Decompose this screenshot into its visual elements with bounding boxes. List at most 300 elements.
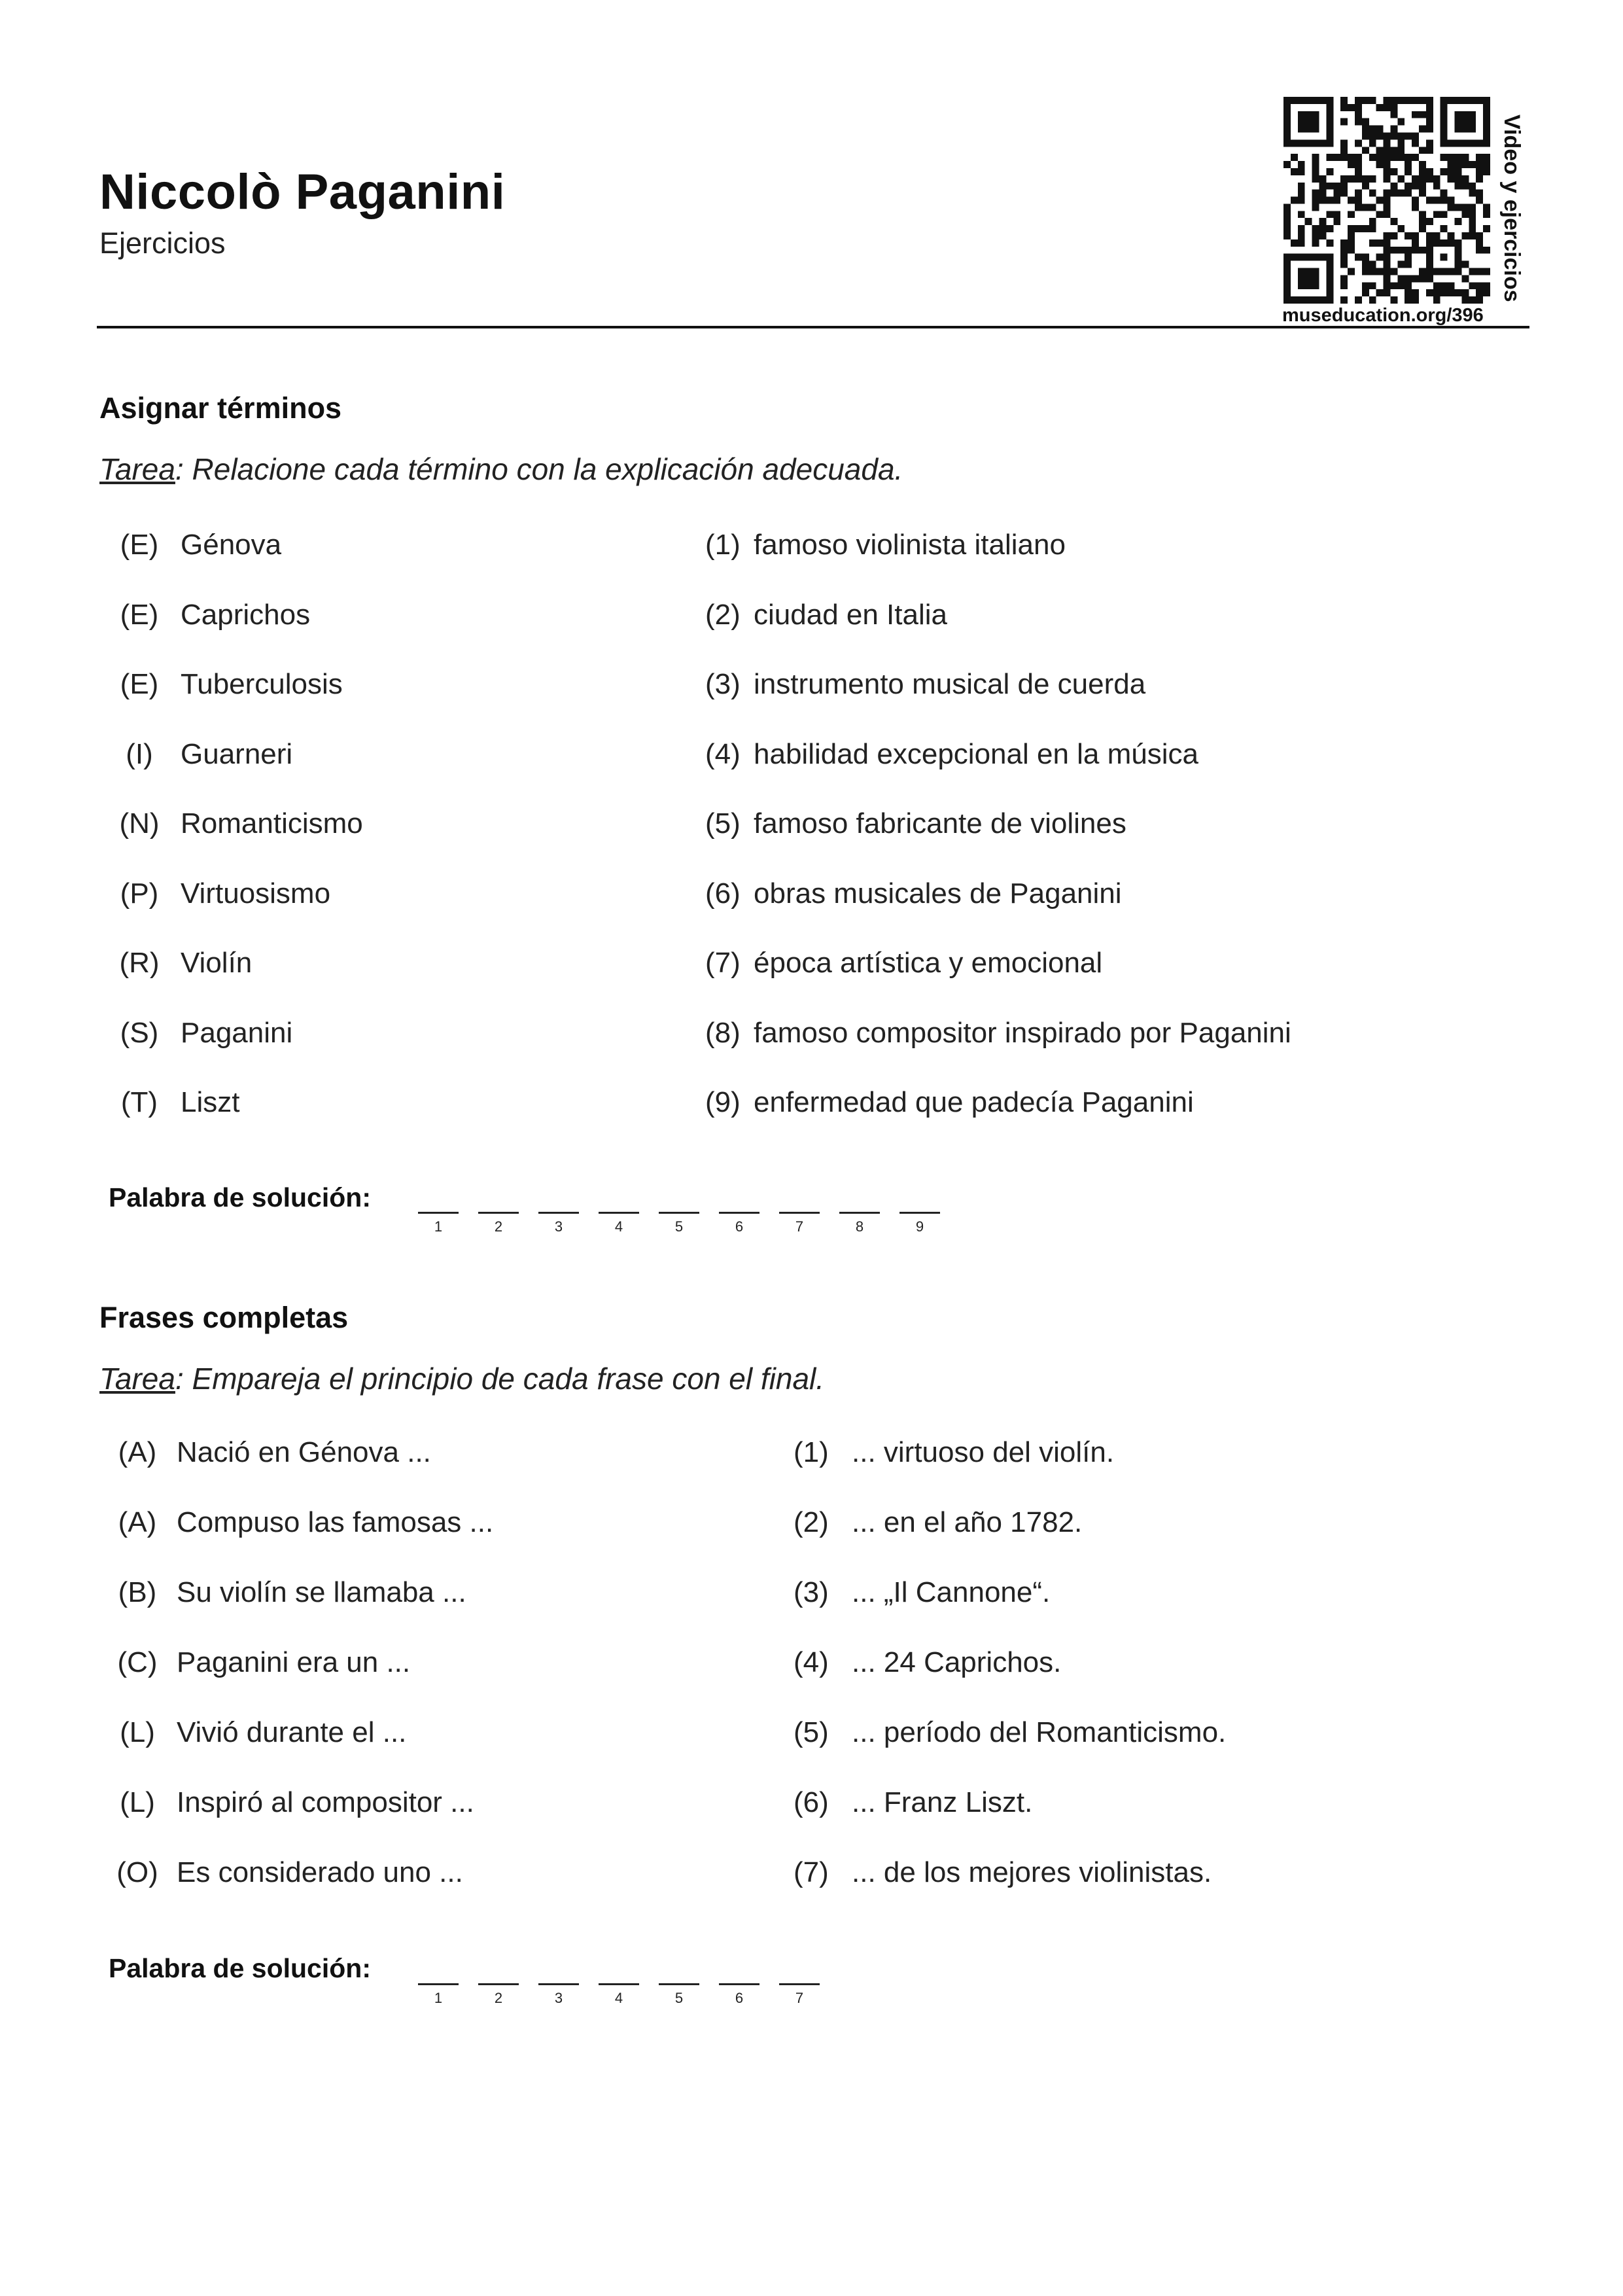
qr-module xyxy=(1426,289,1433,296)
qr-module xyxy=(1461,139,1469,147)
qr-module xyxy=(1355,296,1362,304)
qr-module xyxy=(1340,183,1348,190)
sentence-end-number: (6) xyxy=(794,1786,829,1818)
qr-module xyxy=(1397,190,1405,197)
qr-module xyxy=(1469,232,1476,239)
qr-module xyxy=(1305,296,1312,304)
qr-module xyxy=(1298,254,1305,261)
qr-module xyxy=(1326,254,1333,261)
qr-module xyxy=(1298,275,1305,282)
qr-module xyxy=(1476,268,1483,275)
term-text: Tuberculosis xyxy=(181,668,343,700)
qr-module xyxy=(1390,147,1397,154)
qr-module xyxy=(1283,111,1291,118)
solution-blank-number: 2 xyxy=(494,1218,503,1235)
qr-module xyxy=(1412,97,1419,104)
qr-module xyxy=(1369,97,1376,104)
qr-module xyxy=(1461,118,1469,126)
qr-module xyxy=(1319,254,1326,261)
qr-module xyxy=(1461,154,1469,161)
qr-module xyxy=(1283,211,1291,218)
qr-module xyxy=(1433,282,1440,289)
qr-module xyxy=(1298,268,1305,275)
qr-module xyxy=(1298,190,1305,197)
qr-module xyxy=(1369,175,1376,183)
qr-module xyxy=(1283,296,1291,304)
qr-module xyxy=(1283,139,1291,147)
sentence-start-letter: (A) xyxy=(118,1436,157,1468)
term-letter: (N) xyxy=(119,807,160,839)
qr-module xyxy=(1448,161,1455,168)
qr-module xyxy=(1319,296,1326,304)
qr-module xyxy=(1455,168,1462,175)
qr-module xyxy=(1348,161,1355,168)
qr-module xyxy=(1312,254,1319,261)
qr-module xyxy=(1440,289,1448,296)
qr-module xyxy=(1405,289,1412,296)
qr-module xyxy=(1483,268,1490,275)
qr-module xyxy=(1340,190,1348,197)
term-text: Paganini xyxy=(181,1016,293,1049)
qr-module xyxy=(1412,289,1419,296)
qr-module xyxy=(1355,97,1362,104)
definition-number: (2) xyxy=(705,598,741,631)
qr-module xyxy=(1448,232,1455,239)
qr-module xyxy=(1448,203,1455,211)
qr-module xyxy=(1312,225,1319,232)
qr-module xyxy=(1405,97,1412,104)
qr-module xyxy=(1340,104,1348,111)
qr-module xyxy=(1362,183,1369,190)
qr-module xyxy=(1433,211,1440,218)
qr-module xyxy=(1455,183,1462,190)
qr-module xyxy=(1319,232,1326,239)
qr-module xyxy=(1476,154,1483,161)
qr-module xyxy=(1384,261,1391,268)
qr-module xyxy=(1283,225,1291,232)
qr-module xyxy=(1298,161,1305,168)
qr-module xyxy=(1326,282,1333,289)
qr-module xyxy=(1455,139,1462,147)
qr-module xyxy=(1305,126,1312,133)
qr-module xyxy=(1412,154,1419,161)
qr-module xyxy=(1419,268,1426,275)
qr-module xyxy=(1440,118,1448,126)
definition-number: (8) xyxy=(705,1016,741,1049)
qr-module xyxy=(1348,197,1355,204)
qr-module xyxy=(1312,268,1319,275)
qr-module xyxy=(1483,282,1490,289)
qr-module xyxy=(1390,282,1397,289)
qr-module xyxy=(1333,190,1340,197)
qr-module xyxy=(1476,232,1483,239)
term-text: Caprichos xyxy=(181,598,311,631)
qr-module xyxy=(1461,211,1469,218)
solution-blank-line[interactable] xyxy=(839,1212,880,1214)
qr-module xyxy=(1412,132,1419,139)
qr-module xyxy=(1369,225,1376,232)
qr-module xyxy=(1326,239,1333,247)
qr-module xyxy=(1362,132,1369,139)
qr-module xyxy=(1333,197,1340,204)
qr-module xyxy=(1326,132,1333,139)
qr-module xyxy=(1412,296,1419,304)
qr-module xyxy=(1419,126,1426,133)
qr-module xyxy=(1397,139,1405,147)
qr-code-image xyxy=(1283,97,1490,304)
qr-module xyxy=(1390,111,1397,118)
qr-module xyxy=(1476,139,1483,147)
term-text: Liszt xyxy=(181,1086,240,1118)
sentence-end-text: ... 24 Caprichos. xyxy=(852,1646,1062,1678)
sentence-start-letter: (A) xyxy=(118,1506,157,1538)
qr-module xyxy=(1340,175,1348,183)
qr-module xyxy=(1426,139,1433,147)
qr-module xyxy=(1483,225,1490,232)
qr-module xyxy=(1448,268,1455,275)
qr-module xyxy=(1291,239,1298,247)
qr-module xyxy=(1448,289,1455,296)
qr-module xyxy=(1419,247,1426,254)
qr-module xyxy=(1348,104,1355,111)
qr-module xyxy=(1461,289,1469,296)
qr-module xyxy=(1483,289,1490,296)
qr-module xyxy=(1333,154,1340,161)
solution-blank-line[interactable] xyxy=(719,1983,759,1985)
qr-module xyxy=(1326,126,1333,133)
qr-module xyxy=(1405,232,1412,239)
qr-module xyxy=(1455,289,1462,296)
solution-blank-number: 9 xyxy=(915,1218,924,1235)
qr-module xyxy=(1440,211,1448,218)
qr-module xyxy=(1405,168,1412,175)
solution-blank-line[interactable] xyxy=(538,1983,579,1985)
qr-module xyxy=(1384,104,1391,111)
definition-text: habilidad excepcional en la música xyxy=(754,737,1198,770)
qr-module xyxy=(1461,175,1469,183)
qr-module xyxy=(1433,296,1440,304)
qr-module xyxy=(1298,232,1305,239)
qr-module xyxy=(1483,132,1490,139)
qr-module xyxy=(1390,104,1397,111)
solution-blank-number: 5 xyxy=(674,1990,684,2006)
qr-module xyxy=(1390,183,1397,190)
qr-module xyxy=(1362,225,1369,232)
qr-module xyxy=(1305,254,1312,261)
qr-module xyxy=(1384,282,1391,289)
sentence-end-number: (4) xyxy=(794,1646,829,1678)
qr-module xyxy=(1362,118,1369,126)
sentence-start-text: Su violín se llamaba ... xyxy=(177,1576,466,1608)
qr-module xyxy=(1419,175,1426,183)
qr-module xyxy=(1298,97,1305,104)
sentence-start-letter: (L) xyxy=(120,1716,155,1748)
qr-module xyxy=(1448,168,1455,175)
qr-module xyxy=(1326,118,1333,126)
qr-module xyxy=(1483,203,1490,211)
qr-module xyxy=(1461,275,1469,282)
qr-module xyxy=(1426,268,1433,275)
sentence-start-text: Vivió durante el ... xyxy=(177,1716,407,1748)
qr-module xyxy=(1440,97,1448,104)
qr-module xyxy=(1283,218,1291,225)
qr-module xyxy=(1476,161,1483,168)
qr-module xyxy=(1376,289,1384,296)
qr-module xyxy=(1461,161,1469,168)
qr-module xyxy=(1461,126,1469,133)
qr-module xyxy=(1362,97,1369,104)
qr-module xyxy=(1440,254,1448,261)
qr-module xyxy=(1326,168,1333,175)
qr-module xyxy=(1362,282,1369,289)
qr-module xyxy=(1384,203,1391,211)
definition-text: instrumento musical de cuerda xyxy=(754,668,1146,700)
qr-module xyxy=(1312,175,1319,183)
qr-module xyxy=(1426,275,1433,282)
qr-module xyxy=(1355,225,1362,232)
definition-number: (6) xyxy=(705,877,741,910)
qr-module xyxy=(1384,97,1391,104)
solution-blank-number: 2 xyxy=(494,1990,503,2006)
qr-module xyxy=(1326,111,1333,118)
qr-module xyxy=(1476,282,1483,289)
qr-module xyxy=(1384,154,1391,161)
qr-module xyxy=(1469,268,1476,275)
definition-number: (4) xyxy=(705,737,741,770)
qr-module xyxy=(1384,168,1391,175)
qr-module xyxy=(1469,161,1476,168)
qr-module xyxy=(1426,126,1433,133)
solution-blank-line[interactable] xyxy=(478,1212,519,1214)
qr-module xyxy=(1376,147,1384,154)
qr-module xyxy=(1412,175,1419,183)
solution-blank-line[interactable] xyxy=(719,1212,759,1214)
qr-module xyxy=(1305,111,1312,118)
qr-module xyxy=(1319,190,1326,197)
qr-module xyxy=(1369,132,1376,139)
sentence-start-text: Es considerado uno ... xyxy=(177,1856,463,1888)
qr-module xyxy=(1312,97,1319,104)
solution-blank-number: 6 xyxy=(735,1218,744,1235)
qr-module xyxy=(1369,154,1376,161)
qr-module xyxy=(1426,168,1433,175)
qr-module xyxy=(1405,261,1412,268)
sentence-start-letter: (O) xyxy=(116,1856,158,1888)
qr-module xyxy=(1433,197,1440,204)
qr-module xyxy=(1326,183,1333,190)
term-letter: (E) xyxy=(120,598,159,631)
qr-module xyxy=(1340,154,1348,161)
qr-module xyxy=(1469,190,1476,197)
task-text: : Empareja el principio de cada frase con el final. xyxy=(175,1362,825,1396)
qr-module xyxy=(1326,211,1333,218)
qr-module xyxy=(1397,225,1405,232)
solution-blank-number: 8 xyxy=(855,1218,864,1235)
solution-blank-line[interactable] xyxy=(659,1983,699,1985)
qr-module xyxy=(1384,247,1391,254)
sentence-start-text: Nació en Génova ... xyxy=(177,1436,431,1468)
qr-module xyxy=(1461,261,1469,268)
qr-module xyxy=(1369,268,1376,275)
qr-module xyxy=(1440,197,1448,204)
qr-module xyxy=(1405,132,1412,139)
solution-blank-line[interactable] xyxy=(418,1983,459,1985)
qr-module xyxy=(1419,190,1426,197)
qr-module xyxy=(1448,197,1455,204)
qr-module xyxy=(1326,261,1333,268)
qr-module xyxy=(1305,282,1312,289)
solution-blank-line[interactable] xyxy=(659,1212,699,1214)
qr-module xyxy=(1298,168,1305,175)
qr-module xyxy=(1440,282,1448,289)
solution-blank-line[interactable] xyxy=(779,1212,820,1214)
qr-module xyxy=(1469,118,1476,126)
qr-module xyxy=(1469,139,1476,147)
qr-module xyxy=(1376,268,1384,275)
qr-module xyxy=(1305,268,1312,275)
term-text: Guarneri xyxy=(181,737,293,770)
qr-module xyxy=(1476,289,1483,296)
qr-module xyxy=(1283,118,1291,126)
qr-module xyxy=(1319,175,1326,183)
solution-blank-line[interactable] xyxy=(599,1212,639,1214)
qr-module xyxy=(1390,126,1397,133)
solution-blank-line[interactable] xyxy=(478,1983,519,1985)
qr-module xyxy=(1283,97,1291,104)
solution-blank-line[interactable] xyxy=(779,1983,820,1985)
solution-blank-line[interactable] xyxy=(538,1212,579,1214)
qr-module xyxy=(1305,97,1312,104)
qr-module xyxy=(1312,232,1319,239)
sentence-end-number: (1) xyxy=(794,1436,829,1468)
qr-module xyxy=(1326,154,1333,161)
task-instruction-2 xyxy=(99,1361,824,1396)
solution-blank-number: 1 xyxy=(434,1218,443,1235)
qr-module xyxy=(1340,247,1348,254)
qr-module xyxy=(1326,296,1333,304)
qr-module xyxy=(1483,118,1490,126)
sentence-start-letter: (C) xyxy=(117,1646,158,1678)
qr-module xyxy=(1419,218,1426,225)
qr-module xyxy=(1326,289,1333,296)
qr-module xyxy=(1283,282,1291,289)
qr-module xyxy=(1384,254,1391,261)
qr-module xyxy=(1405,161,1412,168)
qr-module xyxy=(1340,239,1348,247)
qr-module xyxy=(1412,183,1419,190)
qr-module xyxy=(1448,175,1455,183)
qr-module xyxy=(1419,183,1426,190)
solution-blank-line[interactable] xyxy=(599,1983,639,1985)
qr-module xyxy=(1384,239,1391,247)
qr-module xyxy=(1412,197,1419,204)
qr-module xyxy=(1312,203,1319,211)
qr-module xyxy=(1405,154,1412,161)
solution-blank-number: 3 xyxy=(554,1218,563,1235)
qr-module xyxy=(1433,239,1440,247)
qr-module xyxy=(1369,296,1376,304)
qr-module xyxy=(1469,211,1476,218)
qr-module xyxy=(1433,268,1440,275)
qr-module xyxy=(1476,197,1483,204)
definition-text: enfermedad que padecía Paganini xyxy=(754,1086,1194,1118)
qr-module xyxy=(1455,161,1462,168)
qr-module xyxy=(1348,225,1355,232)
qr-module xyxy=(1469,203,1476,211)
task-instruction-1 xyxy=(99,451,903,487)
qr-module xyxy=(1405,296,1412,304)
qr-module xyxy=(1426,218,1433,225)
qr-module xyxy=(1384,268,1391,275)
qr-module xyxy=(1362,261,1369,268)
qr-module xyxy=(1440,168,1448,175)
qr-module xyxy=(1319,139,1326,147)
qr-module xyxy=(1426,247,1433,254)
qr-module xyxy=(1476,168,1483,175)
qr-module xyxy=(1305,139,1312,147)
qr-module xyxy=(1355,190,1362,197)
definition-number: (1) xyxy=(705,529,741,561)
solution-blank-number: 5 xyxy=(674,1218,684,1235)
qr-module xyxy=(1326,104,1333,111)
qr-module xyxy=(1440,225,1448,232)
solution-blank-number: 6 xyxy=(735,1990,744,2006)
definition-number: (7) xyxy=(705,947,741,979)
qr-module xyxy=(1376,104,1384,111)
solution-blank-line[interactable] xyxy=(899,1212,940,1214)
term-letter: (I) xyxy=(126,737,153,770)
qr-module xyxy=(1397,118,1405,126)
qr-module xyxy=(1405,247,1412,254)
qr-module xyxy=(1319,218,1326,225)
qr-module xyxy=(1355,203,1362,211)
solution-blank-line[interactable] xyxy=(418,1212,459,1214)
qr-module xyxy=(1298,197,1305,204)
term-letter: (E) xyxy=(120,668,159,700)
qr-module xyxy=(1412,203,1419,211)
qr-module xyxy=(1384,197,1391,204)
term-letter: (P) xyxy=(120,877,159,910)
qr-module xyxy=(1333,183,1340,190)
qr-module xyxy=(1390,132,1397,139)
qr-module xyxy=(1305,118,1312,126)
qr-module xyxy=(1355,111,1362,118)
qr-module xyxy=(1376,132,1384,139)
section-title-frases: Frases completas xyxy=(99,1301,349,1334)
qr-module xyxy=(1326,197,1333,204)
sentence-start-letter: (L) xyxy=(120,1786,155,1818)
qr-module xyxy=(1312,111,1319,118)
qr-module xyxy=(1376,161,1384,168)
qr-module xyxy=(1298,118,1305,126)
qr-module xyxy=(1483,247,1490,254)
definition-text: ciudad en Italia xyxy=(754,598,947,631)
qr-module xyxy=(1283,261,1291,268)
qr-module xyxy=(1455,268,1462,275)
qr-module xyxy=(1348,232,1355,239)
qr-module xyxy=(1348,175,1355,183)
term-letter: (R) xyxy=(119,947,160,979)
sentence-end-text: ... „Il Cannone“. xyxy=(852,1576,1051,1608)
qr-module xyxy=(1426,104,1433,111)
qr-module xyxy=(1419,211,1426,218)
qr-module xyxy=(1376,239,1384,247)
qr-module xyxy=(1433,289,1440,296)
qr-module xyxy=(1369,282,1376,289)
qr-module xyxy=(1461,296,1469,304)
qr-module xyxy=(1455,126,1462,133)
qr-module xyxy=(1397,247,1405,254)
